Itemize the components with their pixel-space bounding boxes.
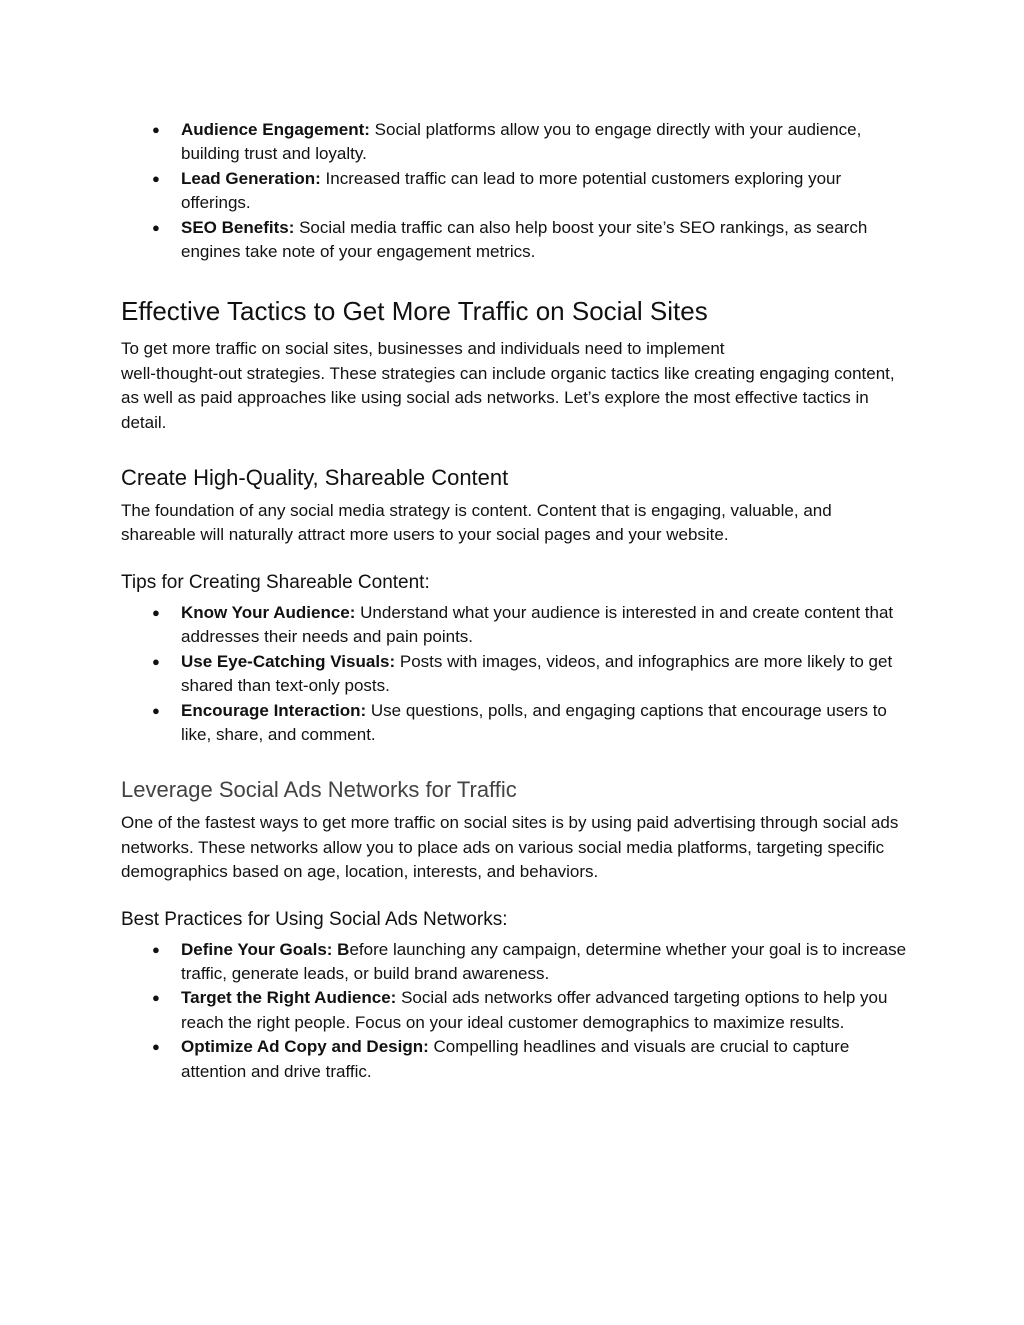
best-practices-list xyxy=(121,938,911,1084)
list-item-term: Know Your Audience: xyxy=(181,602,356,622)
bullet-icon: ● xyxy=(152,170,160,186)
list-item xyxy=(152,216,911,265)
list-item xyxy=(152,699,911,748)
list-item-term: Optimize Ad Copy and Design: xyxy=(181,1037,429,1057)
list-item xyxy=(152,601,911,650)
paragraph-rest: well-thought-out strategies. These strategies can include organic tactics like creating engaging content, as well as paid approaches like using social ads networks. Let’s explore the most effective tactics in detail. xyxy=(121,363,895,432)
list-item-text: Compelling headlines and visuals are crucial to capture attention and drive traffic. xyxy=(181,1037,850,1081)
tips-list xyxy=(121,601,911,747)
bullet-icon: ● xyxy=(152,653,160,669)
bullet-icon: ● xyxy=(152,1039,160,1055)
list-item-term: Define Your Goals: B xyxy=(181,939,350,959)
subsection-heading-shareable-content: Create High-Quality, Shareable Content xyxy=(121,465,509,491)
list-item xyxy=(152,986,911,1035)
bullet-icon: ● xyxy=(152,990,160,1006)
list-item-text: Use questions, polls, and engaging captions that encourage users to like, share, and comment. xyxy=(181,700,887,744)
subsection-paragraph: The foundation of any social media strategy is content. Content that is engaging, valuable, and shareable will naturally attract more users to your social pages and your website. xyxy=(121,501,832,545)
subsection-paragraph: One of the fastest ways to get more traffic on social sites is by using paid advertising through social ads networks. These networks allow you to place ads on various social media platforms, targeting specific demographics based on age, location, interests, and behaviors. xyxy=(121,813,899,882)
list-item xyxy=(152,167,911,216)
list-item-text: Social platforms allow you to engage directly with your audience, building trust and loyalty. xyxy=(181,120,862,164)
bullet-icon: ● xyxy=(152,702,160,718)
best-practices-heading: Best Practices for Using Social Ads Networks: xyxy=(121,908,508,930)
list-item-text: Posts with images, videos, and infographics are more likely to get shared than text-only posts. xyxy=(181,651,893,696)
list-item-text: Understand what your audience is interested in and create content that addresses their needs and pain points. xyxy=(181,602,894,647)
bullet-icon: ● xyxy=(152,219,160,235)
bullet-icon: ● xyxy=(152,941,160,957)
list-item xyxy=(152,938,911,987)
section-paragraph xyxy=(121,337,911,435)
list-item xyxy=(152,1035,911,1084)
subsection-heading-social-ads: Leverage Social Ads Networks for Traffic xyxy=(121,777,517,803)
bullet-icon: ● xyxy=(152,604,160,620)
list-item-term: Lead Generation: xyxy=(181,168,321,188)
bullet-icon: ● xyxy=(152,122,160,137)
benefits-list xyxy=(121,118,911,264)
list-item-term: SEO Benefits: xyxy=(181,217,295,237)
tips-heading: Tips for Creating Shareable Content: xyxy=(121,571,430,593)
list-item xyxy=(152,650,911,699)
list-item-text: Social media traffic can also help boost your site’s SEO rankings, as search engines take note of your engagement metrics. xyxy=(181,217,868,262)
list-item-term: Encourage Interaction: xyxy=(181,700,367,720)
list-item-text: efore launching any campaign, determine whether your goal is to increase traffic, generate leads, or build brand awareness. xyxy=(181,939,907,983)
document-page xyxy=(121,118,911,1084)
list-item-term: Use Eye-Catching Visuals: xyxy=(181,651,396,671)
list-item-text: Increased traffic can lead to more potential customers exploring your offerings. xyxy=(181,168,842,213)
paragraph-line: To get more traffic on social sites, businesses and individuals need to implement xyxy=(121,339,725,359)
list-item-text: Social ads networks offer advanced targeting options to help you reach the right people. Focus on your ideal customer demographics to maximize results. xyxy=(181,988,888,1032)
list-item-term: Audience Engagement: xyxy=(181,120,370,139)
list-item xyxy=(152,118,911,167)
list-item-term: Target the Right Audience: xyxy=(181,988,397,1008)
section-heading-effective-tactics: Effective Tactics to Get More Traffic on Social Sites xyxy=(121,296,708,327)
